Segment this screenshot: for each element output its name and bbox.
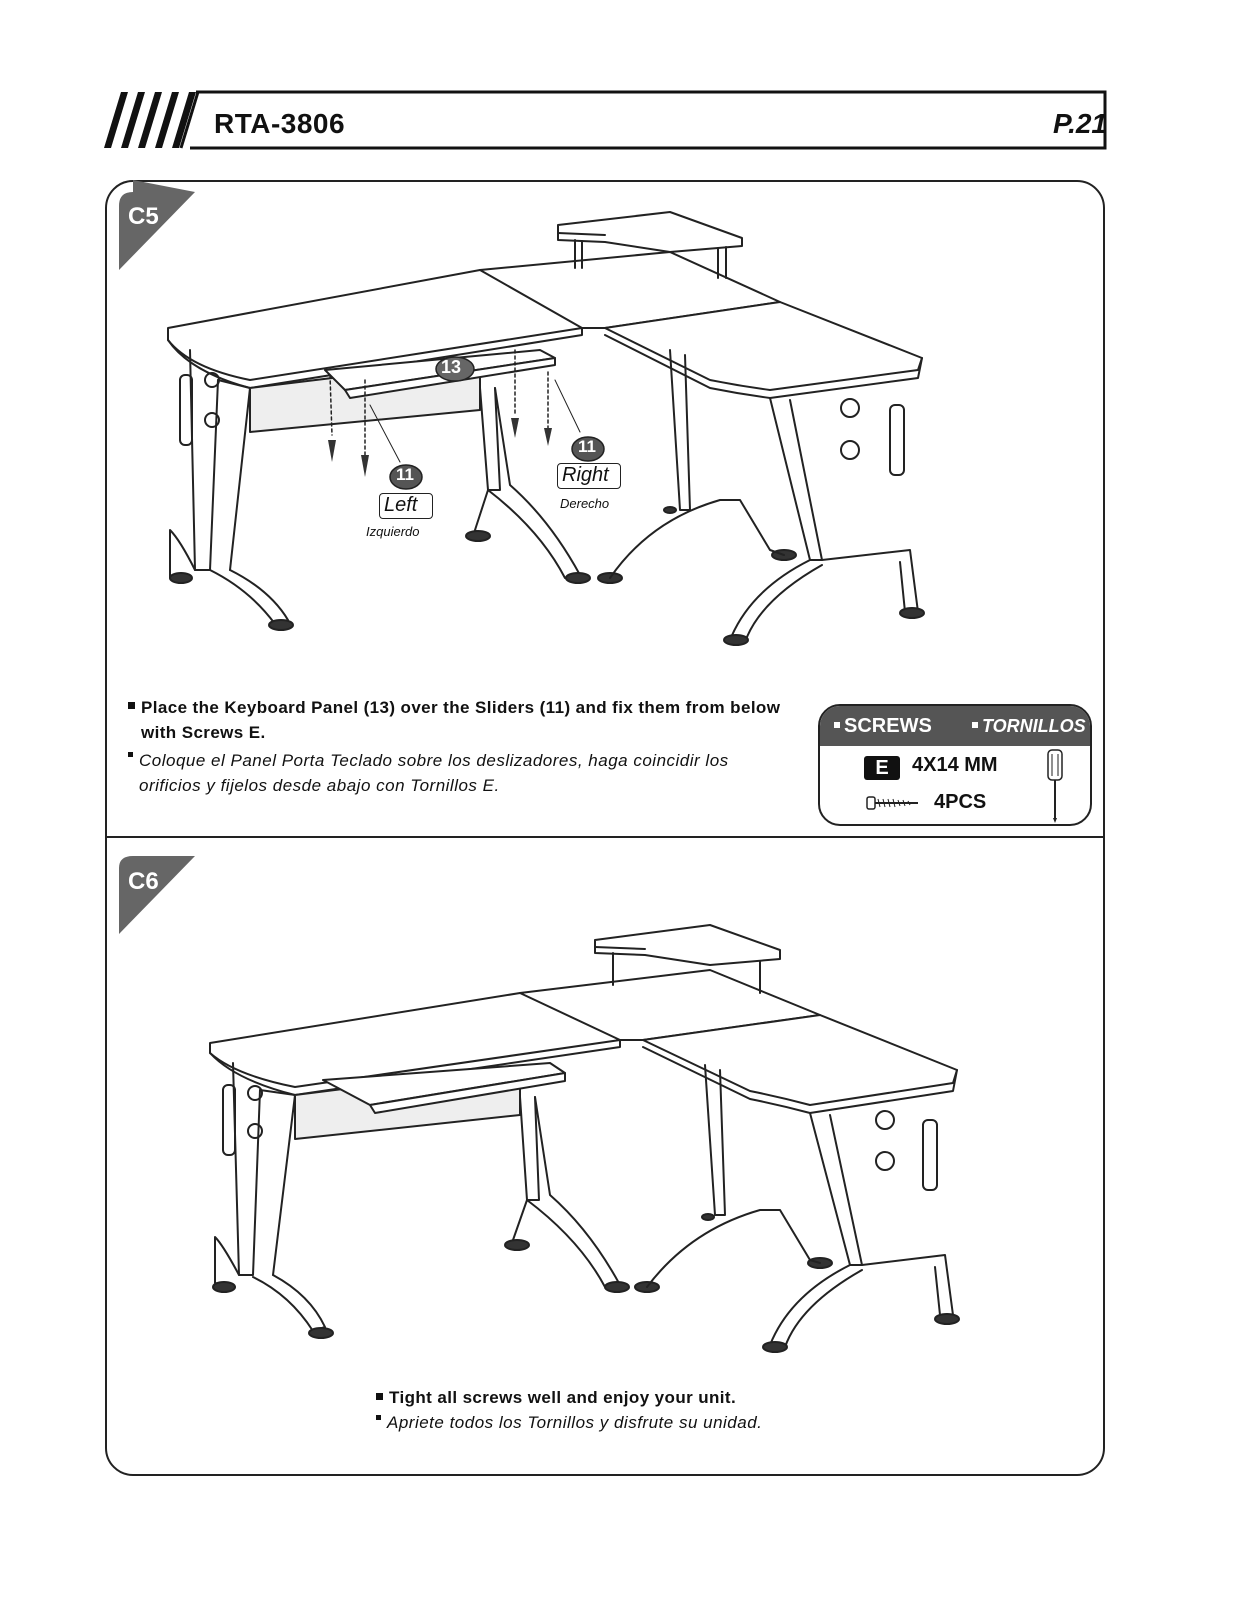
step-divider: [105, 836, 1105, 838]
screws-title-en: SCREWS: [844, 715, 932, 737]
part-13-number: 13: [441, 357, 462, 377]
step-c5-text-en: Place the Keyboard Panel (13) over the Sliders (11) and fix them from below with Screws E.: [141, 698, 781, 742]
step-c5-text-es: Coloque el Panel Porta Teclado sobre los deslizadores, haga coincidir los orificios y fijelos desde abajo con Tornillos E.: [139, 751, 729, 795]
step-c5-label: C5: [128, 203, 159, 230]
bullet-icon: [128, 702, 135, 709]
left-label: Left: [384, 494, 418, 516]
screw-size: 4X14 MM: [912, 754, 998, 776]
step-c6-text-en: Tight all screws well and enjoy your unit.: [389, 1388, 737, 1407]
page-header: [0, 0, 1237, 160]
model-number: RTA-3806: [214, 108, 346, 139]
desk-assembled-diagram-c6: [195, 915, 985, 1355]
screw-part-letter: E: [864, 756, 900, 780]
step-c6-label: C6: [128, 868, 159, 895]
bullet-icon: [834, 722, 840, 728]
part-11-right-number: 11: [578, 437, 596, 456]
part-11-left-number: 11: [396, 465, 414, 484]
screws-box: [818, 704, 1092, 826]
bullet-icon: [376, 1393, 383, 1400]
bullet-icon: [128, 752, 133, 757]
header-stripes-graphic: [0, 0, 1237, 160]
screws-title-es: TORNILLOS: [982, 716, 1086, 736]
step-c5-instruction: [128, 695, 818, 798]
screw-quantity: 4PCS: [934, 791, 987, 813]
screwdriver-icon: [1042, 748, 1068, 824]
screw-icon: [866, 794, 922, 812]
step-c6-text-es: Apriete todos los Tornillos y disfrute su unidad.: [387, 1413, 763, 1432]
desk-assembly-diagram-c5: [150, 200, 950, 660]
bullet-icon: [376, 1415, 381, 1420]
page-number: P.21: [1053, 108, 1107, 139]
right-sublabel: Derecho: [560, 496, 610, 511]
screws-box-header: [820, 706, 1090, 746]
step-c6-instruction: [376, 1385, 876, 1435]
bullet-icon: [972, 722, 978, 728]
right-label: Right: [562, 464, 609, 486]
left-sublabel: Izquierdo: [366, 524, 420, 539]
